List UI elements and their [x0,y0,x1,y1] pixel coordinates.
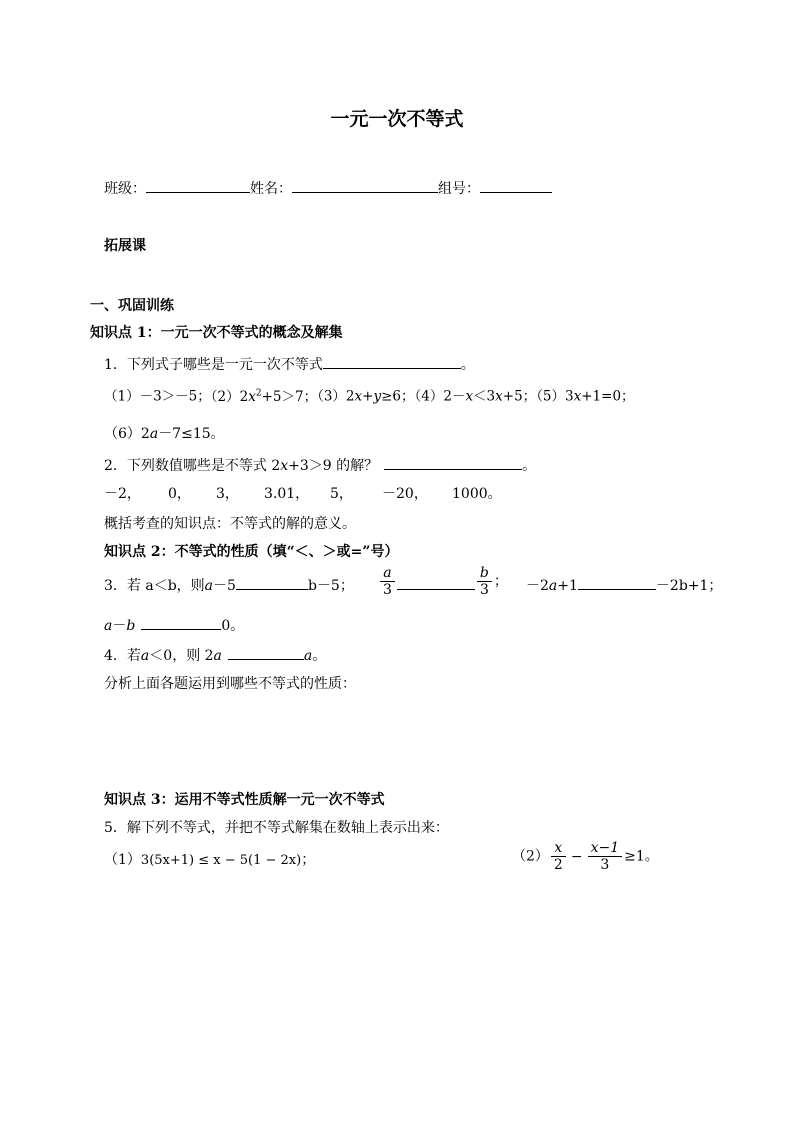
opt-4: （4）2－x＜3x+5； [414,388,537,405]
kp3-heading: 知识点 3：运用不等式性质解一元一次不等式 [104,792,385,808]
q1-end: 。 [460,357,475,373]
question-2: 2．下列数值哪些是不等式 2x+3＞9 的解？ 。 [104,454,536,476]
student-info-line [104,177,552,199]
group-label: 组号： [438,181,480,197]
opt-3: （3）2x+y≥6； [317,388,415,405]
q3-part-d: a－b 0。 [104,614,244,636]
page-title: 一元一次不等式 [330,108,464,130]
kp1-summary: 概括考查的知识点：不等式的解的意义。 [104,516,356,532]
q3-fractions: $\frac{a}{3}$ $\frac{b}{3}$ ； [378,565,508,598]
value-item: －2， [104,486,141,502]
question-5: 5．解下列不等式，并把不等式解集在数轴上表示出来： [104,820,449,836]
class-blank[interactable] [146,177,250,193]
value-item: 3.01， [264,486,310,502]
question-1 [104,353,475,375]
question-4: 4．若a＜0，则 2a a。 [104,644,326,666]
opt-6: （6）2a－7≤15。 [104,426,225,442]
lesson-type: 拓展课 [104,238,146,254]
q5-part-1: （1）3(5x+1) ≤ x − 5(1 − 2x)； [104,852,316,868]
frac-x-minus-1-over-3: $\frac{x-1}{3}$ [588,840,623,873]
class-label: 班级： [104,181,146,197]
q3-blank-2[interactable] [397,574,475,590]
name-blank[interactable] [292,177,438,193]
q5-part-1-expression: 3(5x+1) ≤ x − 5(1 − 2x) [140,853,302,868]
q5-part-2: （2） $\frac{x}{2}$ − $\frac{x-1}{3}$ ≥1。 [512,840,659,873]
kp1-heading: 知识点 1：一元一次不等式的概念及解集 [90,325,343,341]
question-3: 3．若 a＜b，则a－5 b－5； [104,574,354,596]
q4-blank[interactable] [228,644,304,660]
frac-x-over-2: $\frac{x}{2}$ [551,840,566,873]
q1-blank[interactable] [323,353,461,369]
value-item: －20， [382,486,428,502]
q3-blank-4[interactable] [141,614,221,630]
value-item: 5， [330,486,353,502]
value-item: 0， [168,486,191,502]
q3-blank-3[interactable] [578,574,656,590]
frac-b-over-3: $\frac{b}{3}$ [477,565,492,598]
opt-1: （1）－3＞－5； [104,388,211,405]
value-item: 3， [216,486,239,502]
group-blank[interactable] [480,177,552,193]
analysis-prompt: 分析上面各题运用到哪些不等式的性质： [104,676,356,692]
frac-a-over-3: $\frac{a}{3}$ [380,565,395,598]
q1-text: 1．下列式子哪些是一元一次不等式 [104,357,323,373]
q3-blank-1[interactable] [236,574,308,590]
name-label: 姓名： [250,181,292,197]
kp2-heading: 知识点 2：不等式的性质（填“＜、＞或=”号） [104,544,399,560]
q1-options [104,383,635,407]
q3-part-c: －2a+1 －2b+1； [526,574,722,596]
value-item: 1000。 [452,486,502,502]
opt-2: $(2)2x^2+5>7$； [210,388,318,405]
section-heading: 一、巩固训练 [90,298,174,314]
opt-5: （5）3x+1=0； [536,388,635,405]
q2-blank[interactable] [384,454,522,470]
